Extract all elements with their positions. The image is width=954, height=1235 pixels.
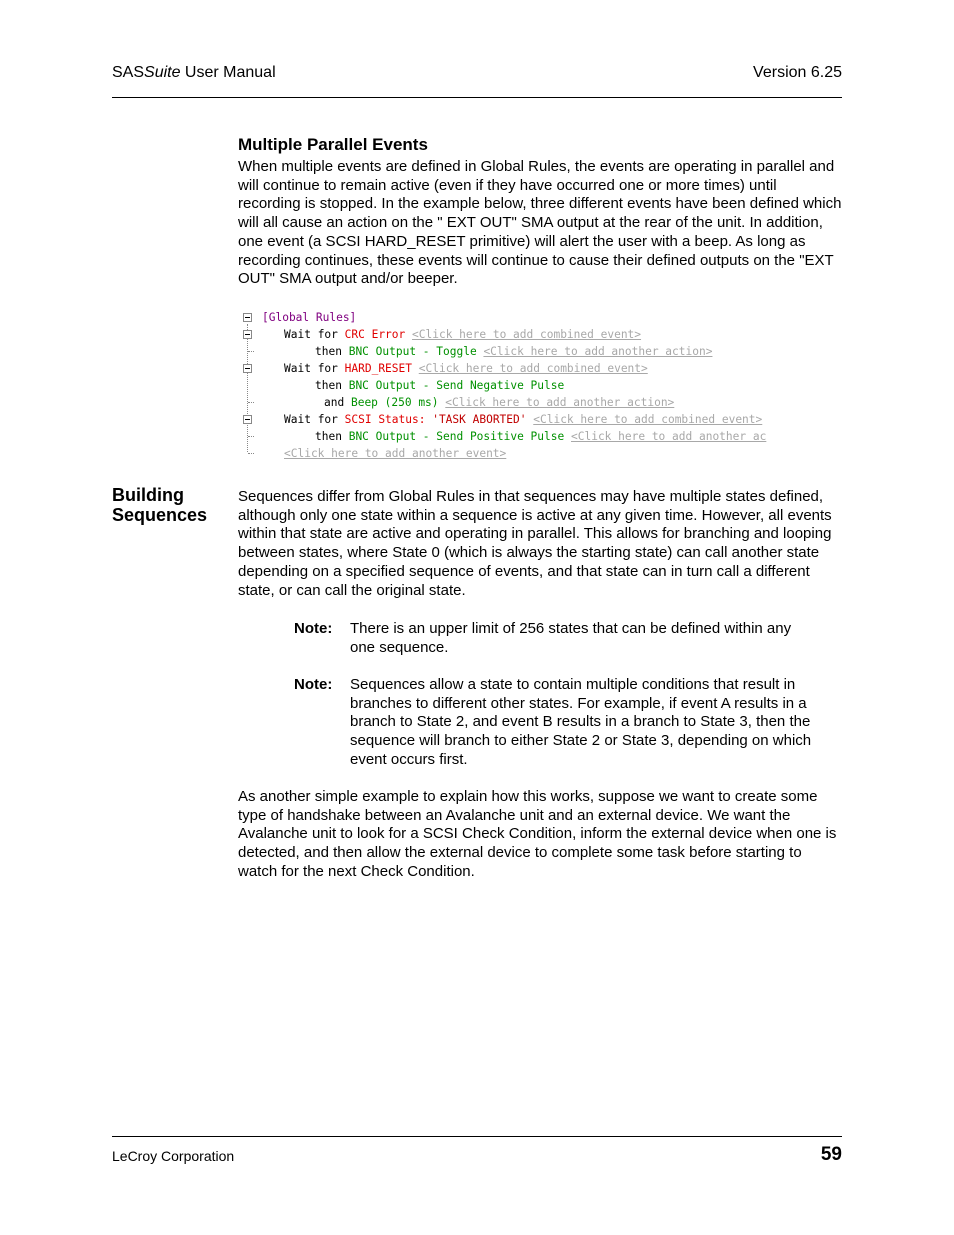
add-combined-event-link[interactable]: <Click here to add combined event> (418, 362, 648, 375)
keyword: then (315, 379, 342, 392)
paragraph-parallel-events: When multiple events are defined in Global Rules, the events are operating in parallel and will continue to remain active (even if they have occurred one or more times) until recording is stopped. In the example below, three different events have been defined which will all cause an action on the " EXT OUT" SMA output at the rear of the unit. In addition, one event (a SCSI HARD_RESET primitive) will alert the user with a beep. As long as recording continues, these events will continue to cause their defined outputs on the "EXT OUT" SMA output and/or beeper. (238, 158, 842, 288)
tree-trunk-line (247, 324, 248, 452)
action-name: BNC Output - Send Positive Pulse (348, 430, 565, 443)
tree-line-then-negative-pulse[interactable] (315, 377, 564, 394)
action-name: BNC Output - Send Negative Pulse (348, 379, 565, 392)
keyword: Wait (284, 328, 311, 341)
add-another-event-link[interactable]: <Click here to add another event> (284, 447, 507, 460)
keyword: then (315, 430, 342, 443)
event-name: CRC Error (344, 328, 406, 341)
add-another-action-link[interactable]: <Click here to add another action> (483, 345, 713, 358)
event-status-value: 'TASK ABORTED' (432, 413, 527, 426)
header-title-sas: SAS (112, 64, 145, 81)
collapse-icon[interactable] (243, 313, 252, 322)
tree-line-wait-scsi-status[interactable] (284, 411, 762, 428)
collapse-icon[interactable] (243, 364, 252, 373)
tree-line-wait-hard-reset[interactable] (284, 360, 648, 377)
header-title (112, 64, 276, 82)
keyword-for: for (310, 362, 345, 375)
header-title-suite: Suite (144, 64, 181, 81)
paragraph-handshake-example: As another simple example to explain how this works, suppose we want to create some type of handshake between an Avalanche unit and an external device. We want the Avalanche unit to look for a SCSI Check Condition, inform the external device when one is detected, and then allow the external device to complete some task before starting to watch for the next Check Condition. (238, 788, 837, 880)
global-rules-tree (238, 309, 844, 466)
side-heading-line-2: Sequences (112, 504, 208, 525)
keyword: and (324, 396, 345, 409)
add-another-action-link[interactable]: <Click here to add another ac (571, 430, 767, 443)
event-name: SCSI Status: (344, 413, 433, 426)
page-number: 59 (820, 1144, 842, 1165)
keyword-for: for (310, 413, 345, 426)
header-version: Version 6.25 (753, 64, 842, 81)
header-title-rest: User Manual (180, 64, 276, 81)
keyword: then (315, 345, 342, 358)
paragraph-sequences: Sequences differ from Global Rules in that sequences may have multiple states defined, although only one state within a sequence is active at any given time. However, all events within that state are active and operating in parallel. This allows for branching and looping between states, where State 0 (which is always the starting state) can call another state depending on a specified sequence of events, and that state can in turn call a different state, or can call the original state. (238, 488, 832, 599)
section-heading-parallel-events: Multiple Parallel Events (238, 135, 428, 154)
side-heading-line-1: Building (112, 485, 184, 505)
keyword: Wait (284, 362, 311, 375)
collapse-icon[interactable] (243, 330, 252, 339)
action-name: Beep (250 ms) (350, 396, 439, 409)
collapse-icon[interactable] (243, 415, 252, 424)
tree-branch-line (248, 436, 254, 437)
footer-company: LeCroy Corporation (112, 1148, 235, 1164)
tree-line-then-toggle[interactable] (315, 343, 712, 360)
add-combined-event-link[interactable]: <Click here to add combined event> (533, 413, 763, 426)
tree-line-and-beep[interactable] (324, 394, 674, 411)
note-text: There is an upper limit of 256 states that can be defined within any one sequence. (350, 620, 792, 656)
side-heading-building-sequences (112, 486, 207, 525)
add-combined-event-link[interactable]: <Click here to add combined event> (412, 328, 642, 341)
note-label: Note: (294, 676, 333, 693)
tree-branch-line (248, 402, 254, 403)
tree-line-then-positive-pulse[interactable] (315, 428, 766, 445)
tree-branch-line (248, 351, 254, 352)
action-name: BNC Output - Toggle (348, 345, 477, 358)
tree-branch-line (248, 453, 254, 454)
footer-rule (112, 1136, 842, 1137)
tree-line-add-event[interactable] (284, 445, 506, 462)
add-another-action-link[interactable]: <Click here to add another action> (445, 396, 675, 409)
tree-root-label[interactable]: [Global Rules] (262, 311, 357, 324)
keyword-for: for (310, 328, 345, 341)
event-name: HARD_RESET (344, 362, 412, 375)
header-rule (112, 97, 842, 98)
note-label: Note: (294, 620, 333, 637)
keyword: Wait (284, 413, 311, 426)
tree-line-wait-crc[interactable] (284, 326, 641, 343)
note-text: Sequences allow a state to contain multiple conditions that result in branches to different other states. For example, if event A results in a branch to State 2, and event B results in a branch to State 3, then the sequence will branch to either State 2 or State 3, depending on which event occurs first. (350, 676, 812, 768)
